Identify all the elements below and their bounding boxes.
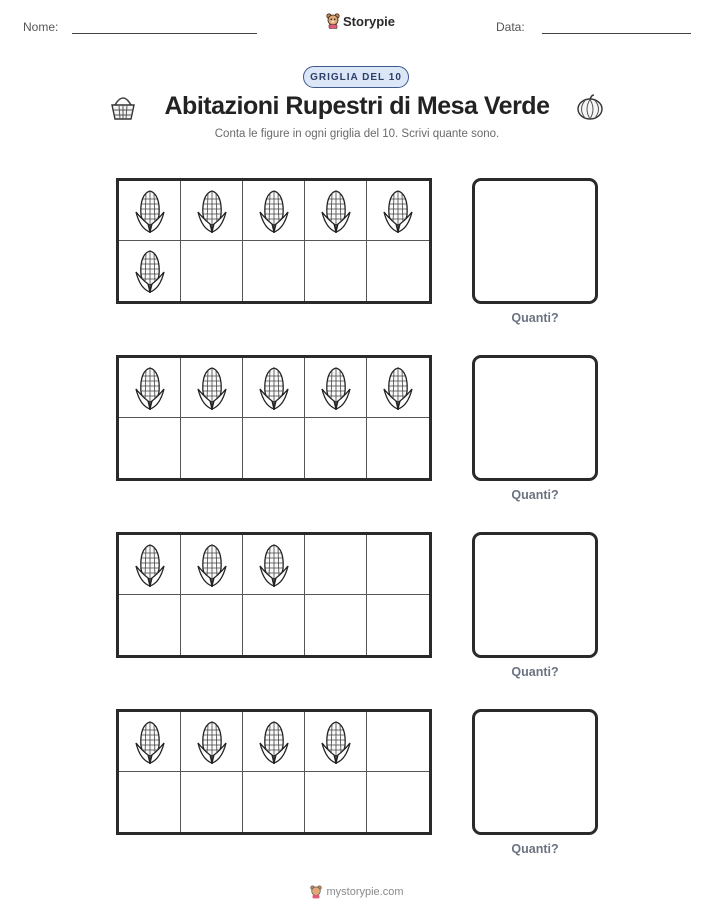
corn-icon [258,542,290,588]
frame-cell [305,358,367,418]
footer-url[interactable]: mystorypie.com [326,886,404,898]
frame-cell [181,772,243,832]
corn-icon [320,365,352,411]
answer-box-3[interactable] [472,532,598,658]
corn-icon [382,188,414,234]
ten-frame-4 [116,709,432,835]
answer-box-2[interactable] [472,355,598,481]
frame-cell [181,181,243,241]
bear-mascot-icon [326,13,340,29]
frame-cell [367,418,429,478]
frame-cell [119,181,181,241]
section-badge: GRIGLIA DEL 10 [303,66,409,88]
frame-cell [181,712,243,772]
pumpkin-icon [576,93,604,121]
answer-label: Quanti? [511,842,559,856]
ten-frame-2 [116,355,432,481]
frame-cell [305,241,367,301]
ten-frame-3 [116,532,432,658]
frame-cell [181,535,243,595]
corn-icon [134,248,166,294]
brand-logo [326,13,395,29]
corn-icon [196,365,228,411]
answer-label: Quanti? [511,488,559,502]
frame-cell [181,418,243,478]
frame-cell [243,358,305,418]
date-label: Data: [496,20,525,34]
corn-icon [196,542,228,588]
page-title: Abitazioni Rupestri di Mesa Verde [164,92,550,120]
ten-frame-1 [116,178,432,304]
answer-box-4[interactable] [472,709,598,835]
footer [0,885,714,899]
frame-cell [181,358,243,418]
frame-cell [119,772,181,832]
frame-cell [367,358,429,418]
frame-cell [367,595,429,655]
frame-cell [119,712,181,772]
date-line[interactable] [542,33,691,34]
answer-label: Quanti? [511,311,559,325]
corn-icon [382,365,414,411]
frame-cell [181,241,243,301]
bear-mascot-icon [310,885,322,899]
frame-cell [243,241,305,301]
frame-cell [305,595,367,655]
corn-icon [134,719,166,765]
frame-cell [119,418,181,478]
instructions: Conta le figure in ogni griglia del 10. Scrivi quante sono. [214,128,500,140]
frame-cell [367,241,429,301]
corn-icon [258,719,290,765]
corn-icon [134,542,166,588]
frame-cell [305,181,367,241]
frame-cell [305,535,367,595]
frame-cell [243,595,305,655]
corn-icon [258,188,290,234]
brand-name: Storypie [343,13,396,29]
corn-icon [320,188,352,234]
answer-box-1[interactable] [472,178,598,304]
answer-label: Quanti? [511,665,559,679]
name-line[interactable] [72,33,257,34]
frame-cell [243,772,305,832]
corn-icon [196,188,228,234]
frame-cell [367,535,429,595]
frame-cell [367,772,429,832]
corn-icon [134,188,166,234]
name-label: Nome: [23,20,59,34]
frame-cell [243,418,305,478]
frame-cell [243,712,305,772]
frame-cell [243,181,305,241]
corn-icon [258,365,290,411]
frame-cell [119,358,181,418]
frame-cell [305,772,367,832]
frame-cell [367,181,429,241]
frame-cell [305,712,367,772]
corn-icon [320,719,352,765]
frame-cell [119,241,181,301]
corn-icon [196,719,228,765]
frame-cell [119,535,181,595]
frame-cell [119,595,181,655]
frame-cell [367,712,429,772]
frame-cell [181,595,243,655]
corn-icon [134,365,166,411]
frame-cell [243,535,305,595]
frame-cell [305,418,367,478]
